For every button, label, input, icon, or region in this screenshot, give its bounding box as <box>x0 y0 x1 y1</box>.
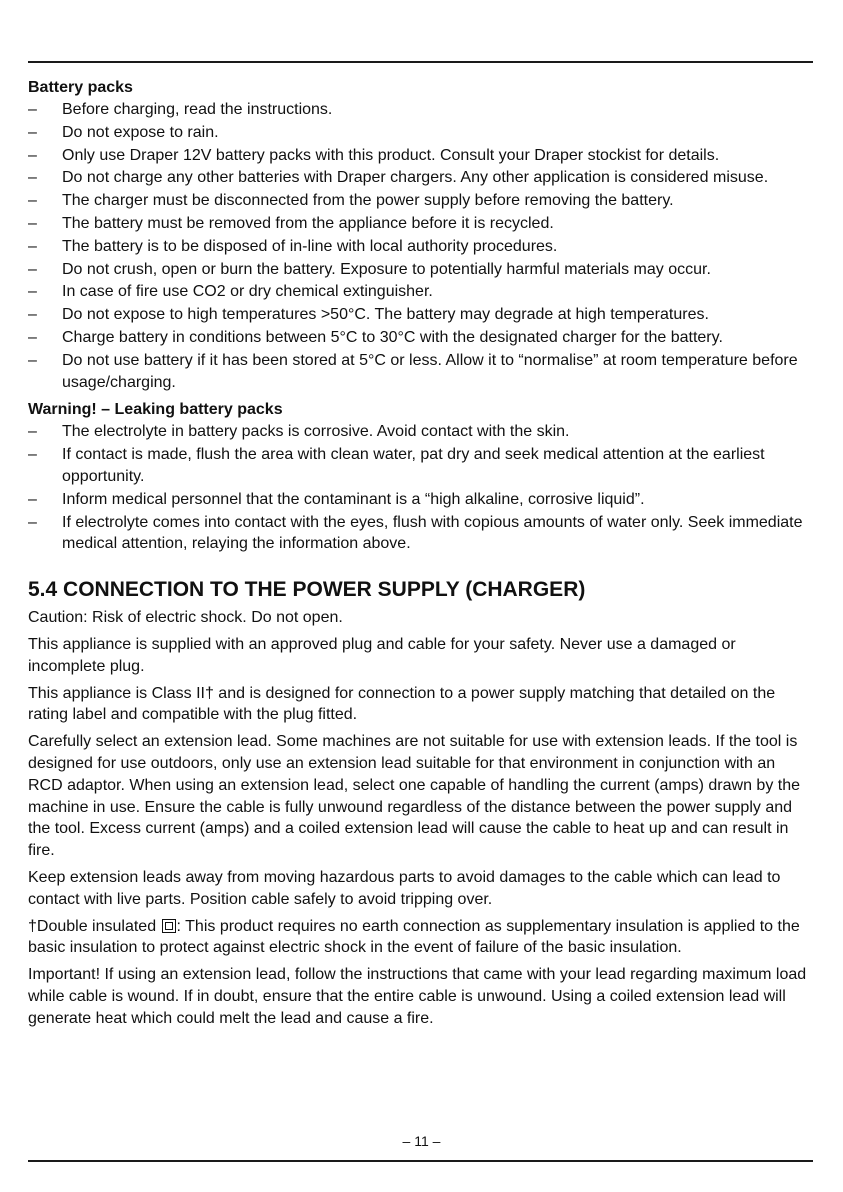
list-item: – Do not expose to rain. <box>28 122 814 144</box>
dash-bullet: – <box>28 260 37 278</box>
dash-bullet: – <box>28 306 37 324</box>
header-rule <box>28 61 813 63</box>
battery-list <box>28 99 814 393</box>
list-item: – Do not charge any other batteries with Draper chargers. Any other application is considered misuse. <box>28 167 814 189</box>
leaking-list <box>28 421 814 555</box>
dash-bullet: – <box>28 237 37 255</box>
dash-bullet: – <box>28 446 37 464</box>
list-item: – The charger must be disconnected from the power supply before removing the battery. <box>28 190 814 212</box>
list-item: – Charge battery in conditions between 5°C to 30°C with the designated charger for the battery. <box>28 327 814 349</box>
class-paragraph: This appliance is Class II† and is designed for connection to a power supply matching that detailed on the rating label and compatible with the plug fitted. <box>28 684 776 724</box>
list-item: – The electrolyte in battery packs is corrosive. Avoid contact with the skin. <box>28 421 814 443</box>
list-item: – Do not expose to high temperatures >50°C. The battery may degrade at high temperatures. <box>28 304 814 326</box>
page-number: – 11 – <box>402 1133 441 1149</box>
list-item: – The battery must be removed from the appliance before it is recycled. <box>28 213 814 235</box>
list-item: – Only use Draper 12V battery packs with this product. Consult your Draper stockist for details. <box>28 145 814 167</box>
dash-bullet: – <box>28 283 37 301</box>
dash-bullet: – <box>28 490 37 508</box>
dash-bullet: – <box>28 351 37 369</box>
page-content <box>28 77 814 1034</box>
list-item: – If contact is made, flush the area with clean water, pat dry and seek medical attention at the earliest opportunity. <box>28 446 765 485</box>
plug-paragraph: This appliance is supplied with an approved plug and cable for your safety. Never use a damaged or incomplete plug. <box>28 635 736 675</box>
battery-heading: Battery packs <box>28 79 133 96</box>
double-insulated-paragraph: †Double insulated : This product requires no earth connection as supplementary insulation is applied to the basic insulation to protect against electric shock in the event of failure of the basic insulation. <box>28 917 800 957</box>
dash-bullet: – <box>28 146 37 164</box>
hazard-paragraph: Keep extension leads away from moving hazardous parts to avoid damages to the cable which can lead to contact with live parts. Position cable safely to avoid tripping over. <box>28 868 781 908</box>
dash-bullet: – <box>28 328 37 346</box>
dash-bullet: – <box>28 169 37 187</box>
dash-bullet: – <box>28 123 37 141</box>
list-item: – Inform medical personnel that the contaminant is a “high alkaline, corrosive liquid”. <box>28 489 814 511</box>
extension-lead-paragraph: Carefully select an extension lead. Some machines are not suitable for use with extension leads. If the tool is designed for use outdoors, only use an extension lead suitable for that environment in conjunction with an RCD adaptor. When using an extension lead, select one capable of handling the current (amps) drawn by the machine in use. Ensure the cable is fully unwound regardless of the distance between the power supply and the tool. Excess current (amps) and a coiled extension lead will cause the cable to heat up and can result in fire. <box>28 733 801 860</box>
list-item: – Do not use battery if it has been stored at 5°C or less. Allow it to “normalise” at room temperature before usage/charging. <box>28 351 798 391</box>
list-item: – The battery is to be disposed of in-line with local authority procedures. <box>28 236 814 258</box>
double-insulated-icon <box>162 919 176 933</box>
dash-bullet: – <box>28 513 37 531</box>
list-item: – Before charging, read the instructions. <box>28 99 814 121</box>
caution-paragraph: Caution: Risk of electric shock. Do not open. <box>28 609 343 627</box>
section-heading: 5.4 CONNECTION TO THE POWER SUPPLY (CHARGER) <box>28 578 586 602</box>
dash-bullet: – <box>28 192 37 210</box>
leaking-heading: Warning! – Leaking battery packs <box>28 401 283 419</box>
list-item: – In case of fire use CO2 or dry chemical extinguisher. <box>28 281 814 303</box>
footer-rule <box>28 1160 813 1162</box>
important-paragraph: Important! If using an extension lead, follow the instructions that came with your lead regarding maximum load while cable is wound. If in doubt, ensure that the entire cable is unwound. Using a coiled extension lead will generate heat which could melt the lead and cause a fire. <box>28 966 807 1027</box>
dash-bullet: – <box>28 101 37 118</box>
dash-bullet: – <box>28 214 37 232</box>
list-item: – Do not crush, open or burn the battery. Exposure to potentially harmful materials may occur. <box>28 259 814 281</box>
dash-bullet: – <box>28 423 37 441</box>
list-item: – If electrolyte comes into contact with the eyes, flush with copious amounts of water only. Seek immediate medical attention, relaying the information above. <box>28 513 803 553</box>
